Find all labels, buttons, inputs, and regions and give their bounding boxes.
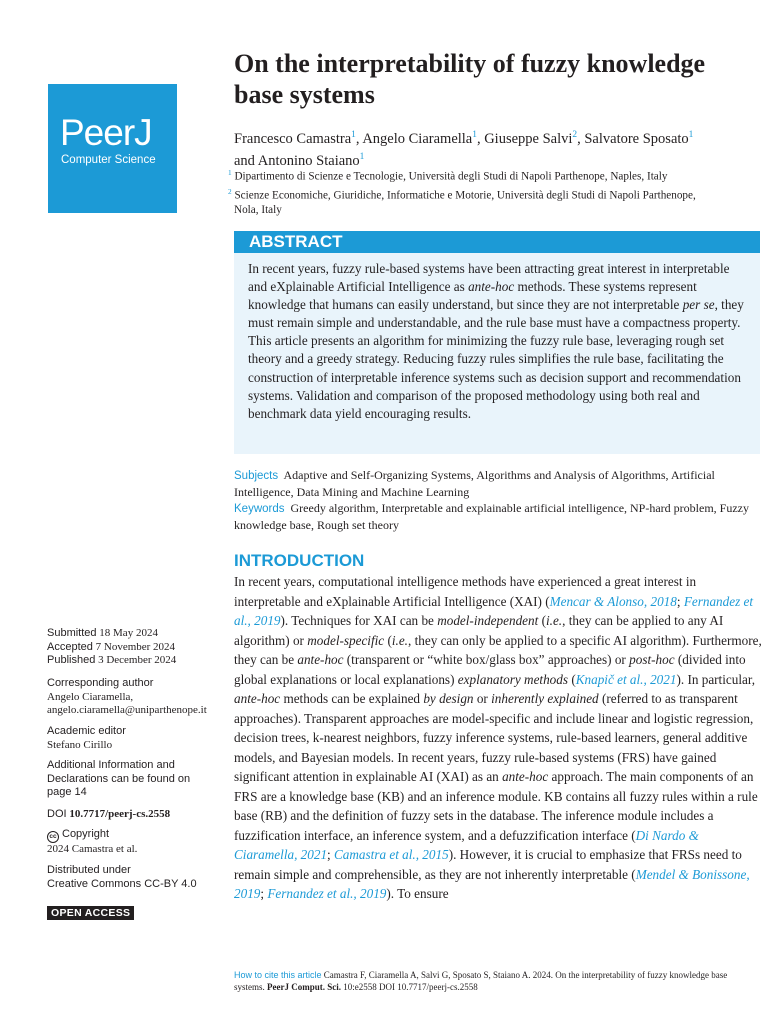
- abstract-heading: ABSTRACT: [234, 231, 760, 253]
- doi-block: [47, 808, 227, 822]
- affiliation-item: [228, 166, 708, 185]
- cite-text: Camastra F, Ciaramella A, Salvi G, Sposato S, Staiano A. 2024. On the interpretability of fuzzy knowledge base systems.: [234, 970, 728, 992]
- emphasis-text: model-specific: [307, 632, 385, 648]
- dates: [47, 627, 227, 668]
- academic-editor: [47, 725, 227, 752]
- corresponding-name: Angelo Ciaramella,: [47, 690, 134, 703]
- license-block: [47, 864, 227, 891]
- body-text: ). In particular,: [676, 671, 756, 687]
- emphasis-text: ante-hoc: [297, 652, 344, 667]
- accepted-date: Accepted 7 November 2024: [47, 640, 176, 653]
- cite-rest: 10:e2558 DOI 10.7717/peerj-cs.2558: [343, 982, 478, 992]
- affiliation-number: 2: [228, 187, 232, 196]
- additional-info: [47, 759, 197, 800]
- body-text: (: [384, 632, 392, 648]
- citation-link[interactable]: Fernandez et al., 2019: [267, 886, 387, 901]
- citation-link[interactable]: Knapič et al., 2021: [575, 671, 677, 687]
- journal-logo: [48, 84, 177, 213]
- subjects-text: Adaptive and Self-Organizing Systems, Algorithms and Analysis of Algorithms, Artificial Intelligence, Data Mining and Machine Learning: [234, 468, 715, 499]
- body-text: In recent years, computational intelligence methods have experienced a great interest in interpretable and eXplainable Artificial Intelligence (XAI) (: [234, 574, 697, 609]
- author-affiliation-marker: 1: [688, 130, 694, 140]
- author-affiliation-marker: 1: [472, 130, 477, 140]
- citation-link[interactable]: Di Nardo & Ciaramella, 2021: [234, 827, 699, 862]
- cc-icon: cc: [47, 831, 59, 843]
- citation-link[interactable]: Mencar & Alonso, 2018: [549, 593, 677, 609]
- subjects: [234, 467, 754, 500]
- abstract-text-3: , they must remain simple and understandable, and the rule base must have a compactness property. This article presents an algorithm for minimizing the fuzzy rule base, leveraging rough set theory and a greedy strategy. Reducing fuzzy rules simplifies the rule base, facilitating the construction of interpretable inference systems such as decision support and recommendation systems. Validation and comparison of the proposed methodology using both real and benchmark data yield encouraging results.: [248, 297, 744, 421]
- article-title: On the interpretability of fuzzy knowledge base systems: [234, 49, 706, 109]
- author-list: Francesco Camastra$^1$, Angelo Ciaramella$^1$, Giuseppe Salvi$^2$, Salvatore Sposato$^1$ and Antonino Staiano$^1$: [234, 130, 694, 169]
- introduction-heading: INTRODUCTION: [234, 551, 365, 570]
- body-text: methods can be explained: [280, 691, 424, 706]
- body-text: ). To ensure: [386, 886, 449, 901]
- emphasis-text: ante-hoc: [234, 691, 281, 706]
- abstract-em-1: ante-hoc: [468, 279, 515, 295]
- logo-text: PeerJ: [60, 112, 152, 153]
- affiliation-number: 1: [228, 169, 232, 177]
- emphasis-text: i.e.: [391, 632, 408, 648]
- author-affiliation-marker: 1: [359, 151, 365, 162]
- emphasis-text: inherently explained: [491, 691, 599, 706]
- abstract-em-2: per se: [682, 297, 715, 313]
- editor-label: Academic editor: [47, 725, 126, 737]
- submitted-date: Submitted 18 May 2024: [47, 627, 158, 639]
- body-text: approach. The main components of an FRS are a knowledge base (KB) and an inference module. KB contains all fuzzy rules within a rule base (RB) and the definition of fuzzy sets in the database. The inference module includes a fuzzification interface, an inference system, and a defuzzification interface (: [234, 769, 758, 843]
- doi-link[interactable]: 10.7717/peerj-cs.2558: [69, 808, 171, 820]
- open-access-badge: OPEN ACCESS: [47, 906, 134, 920]
- doi-label: DOI: [47, 808, 67, 820]
- affiliations: [228, 166, 708, 218]
- citation-link[interactable]: Fernandez et al., 2019: [234, 593, 754, 628]
- author-affiliation-marker: 2: [572, 130, 578, 140]
- emphasis-text: i.e.: [545, 613, 563, 628]
- body-text: ;: [260, 886, 268, 901]
- body-text: ;: [676, 593, 684, 609]
- body-text: (: [568, 671, 576, 687]
- subjects-label: Subjects: [234, 470, 279, 482]
- license-link[interactable]: Creative Commons CC-BY 4.0: [47, 877, 197, 890]
- author-name: Giuseppe Salvi: [484, 130, 573, 147]
- author-name: Antonino Staiano: [257, 152, 360, 169]
- emphasis-text: ante-hoc: [502, 769, 549, 784]
- copyright-line: cc Copyright: [47, 828, 227, 843]
- keywords-text: Greedy algorithm, Interpretable and explainable artificial intelligence, NP-hard problem, Fuzzy knowledge base, Rough set theory: [234, 501, 749, 532]
- emphasis-text: explanatory methods: [457, 671, 569, 687]
- body-text: (divided into global explanations or local explanations): [234, 652, 746, 687]
- additional-info-text[interactable]: Additional Information and Declarations can be found on page 14: [47, 759, 191, 798]
- citation-link[interactable]: Camastra et al., 2015: [334, 847, 449, 862]
- body-text: ). However, it is crucial to emphasize that FRSs need to remain simple and comprehensible, as they are not inherently interpretable (: [234, 847, 742, 882]
- distributed-label: Distributed under: [47, 864, 131, 876]
- editor-name: Stefano Cirillo: [47, 738, 113, 751]
- author-name: Salvatore Sposato: [584, 130, 689, 147]
- introduction-body: [234, 572, 762, 904]
- author-affiliation-marker: 1: [351, 130, 356, 140]
- body-text: , they can be applied to any AI algorithm) or: [234, 613, 724, 648]
- copyright-holder: 2024 Camastra et al.: [47, 843, 138, 855]
- published-date: Published 3 December 2024: [47, 654, 177, 666]
- corresponding-label: Corresponding author: [47, 677, 154, 689]
- body-text: , they can only be applied to a specific AI algorithm). Furthermore, they can be: [234, 632, 762, 667]
- cite-journal: PeerJ Comput. Sci.: [267, 982, 342, 992]
- affiliation-item: [228, 185, 708, 219]
- abstract-text-2: methods. These systems represent knowledge that humans can easily understand, but since they are not interpretable: [248, 279, 697, 313]
- author-name: Francesco Camastra: [234, 130, 352, 147]
- body-text: (: [538, 613, 546, 628]
- author-name: Angelo Ciaramella: [362, 130, 473, 147]
- keywords: [234, 500, 754, 533]
- subjects-keywords: [234, 467, 754, 533]
- body-text: ;: [327, 847, 335, 862]
- body-text: ). Techniques for XAI can be: [280, 613, 438, 628]
- body-text: (transparent or “white box/glass box” approaches) or: [343, 652, 630, 667]
- body-text: or: [473, 691, 492, 706]
- cite-label: How to cite this article: [234, 970, 322, 980]
- emphasis-text: by design: [423, 691, 474, 706]
- emphasis-text: model-independent: [437, 613, 539, 628]
- abstract-text-1: In recent years, fuzzy rule-based systems have been attracting great interest in interpretable and eXplainable Artificial Intelligence as: [248, 261, 730, 295]
- body-text: (referred to as transparent approaches). Transparent approaches are model-specific and include linear and logistic regression, decision trees, k-nearest neighbors, fuzzy inference systems, rule-based learners, general additive models, and Bayesian models. In recent years, fuzzy rule-based systems (FRS) have gained significant attention in explainable AI (XAI) as an: [234, 691, 754, 784]
- affiliation-text: Scienze Economiche, Giuridiche, Informatiche e Motorie, Università degli Studi di Napoli Parthenope, Nola, Italy: [231, 189, 696, 217]
- copyright-block: [47, 828, 227, 857]
- affiliation-text: Dipartimento di Scienze e Tecnologie, Università degli Studi di Napoli Parthenope, Naples, Italy: [231, 170, 668, 183]
- logo-subtitle: Computer Science: [61, 154, 156, 166]
- corresponding-author: [47, 677, 227, 718]
- emphasis-text: post-hoc: [629, 652, 675, 667]
- keywords-label: Keywords: [234, 503, 285, 515]
- citation-link[interactable]: Mendel & Bonissone, 2019: [234, 866, 750, 901]
- citation-footer: [234, 969, 759, 993]
- corresponding-email[interactable]: angelo.ciaramella@uniparthenope.it: [47, 704, 207, 716]
- abstract-body: [234, 253, 760, 454]
